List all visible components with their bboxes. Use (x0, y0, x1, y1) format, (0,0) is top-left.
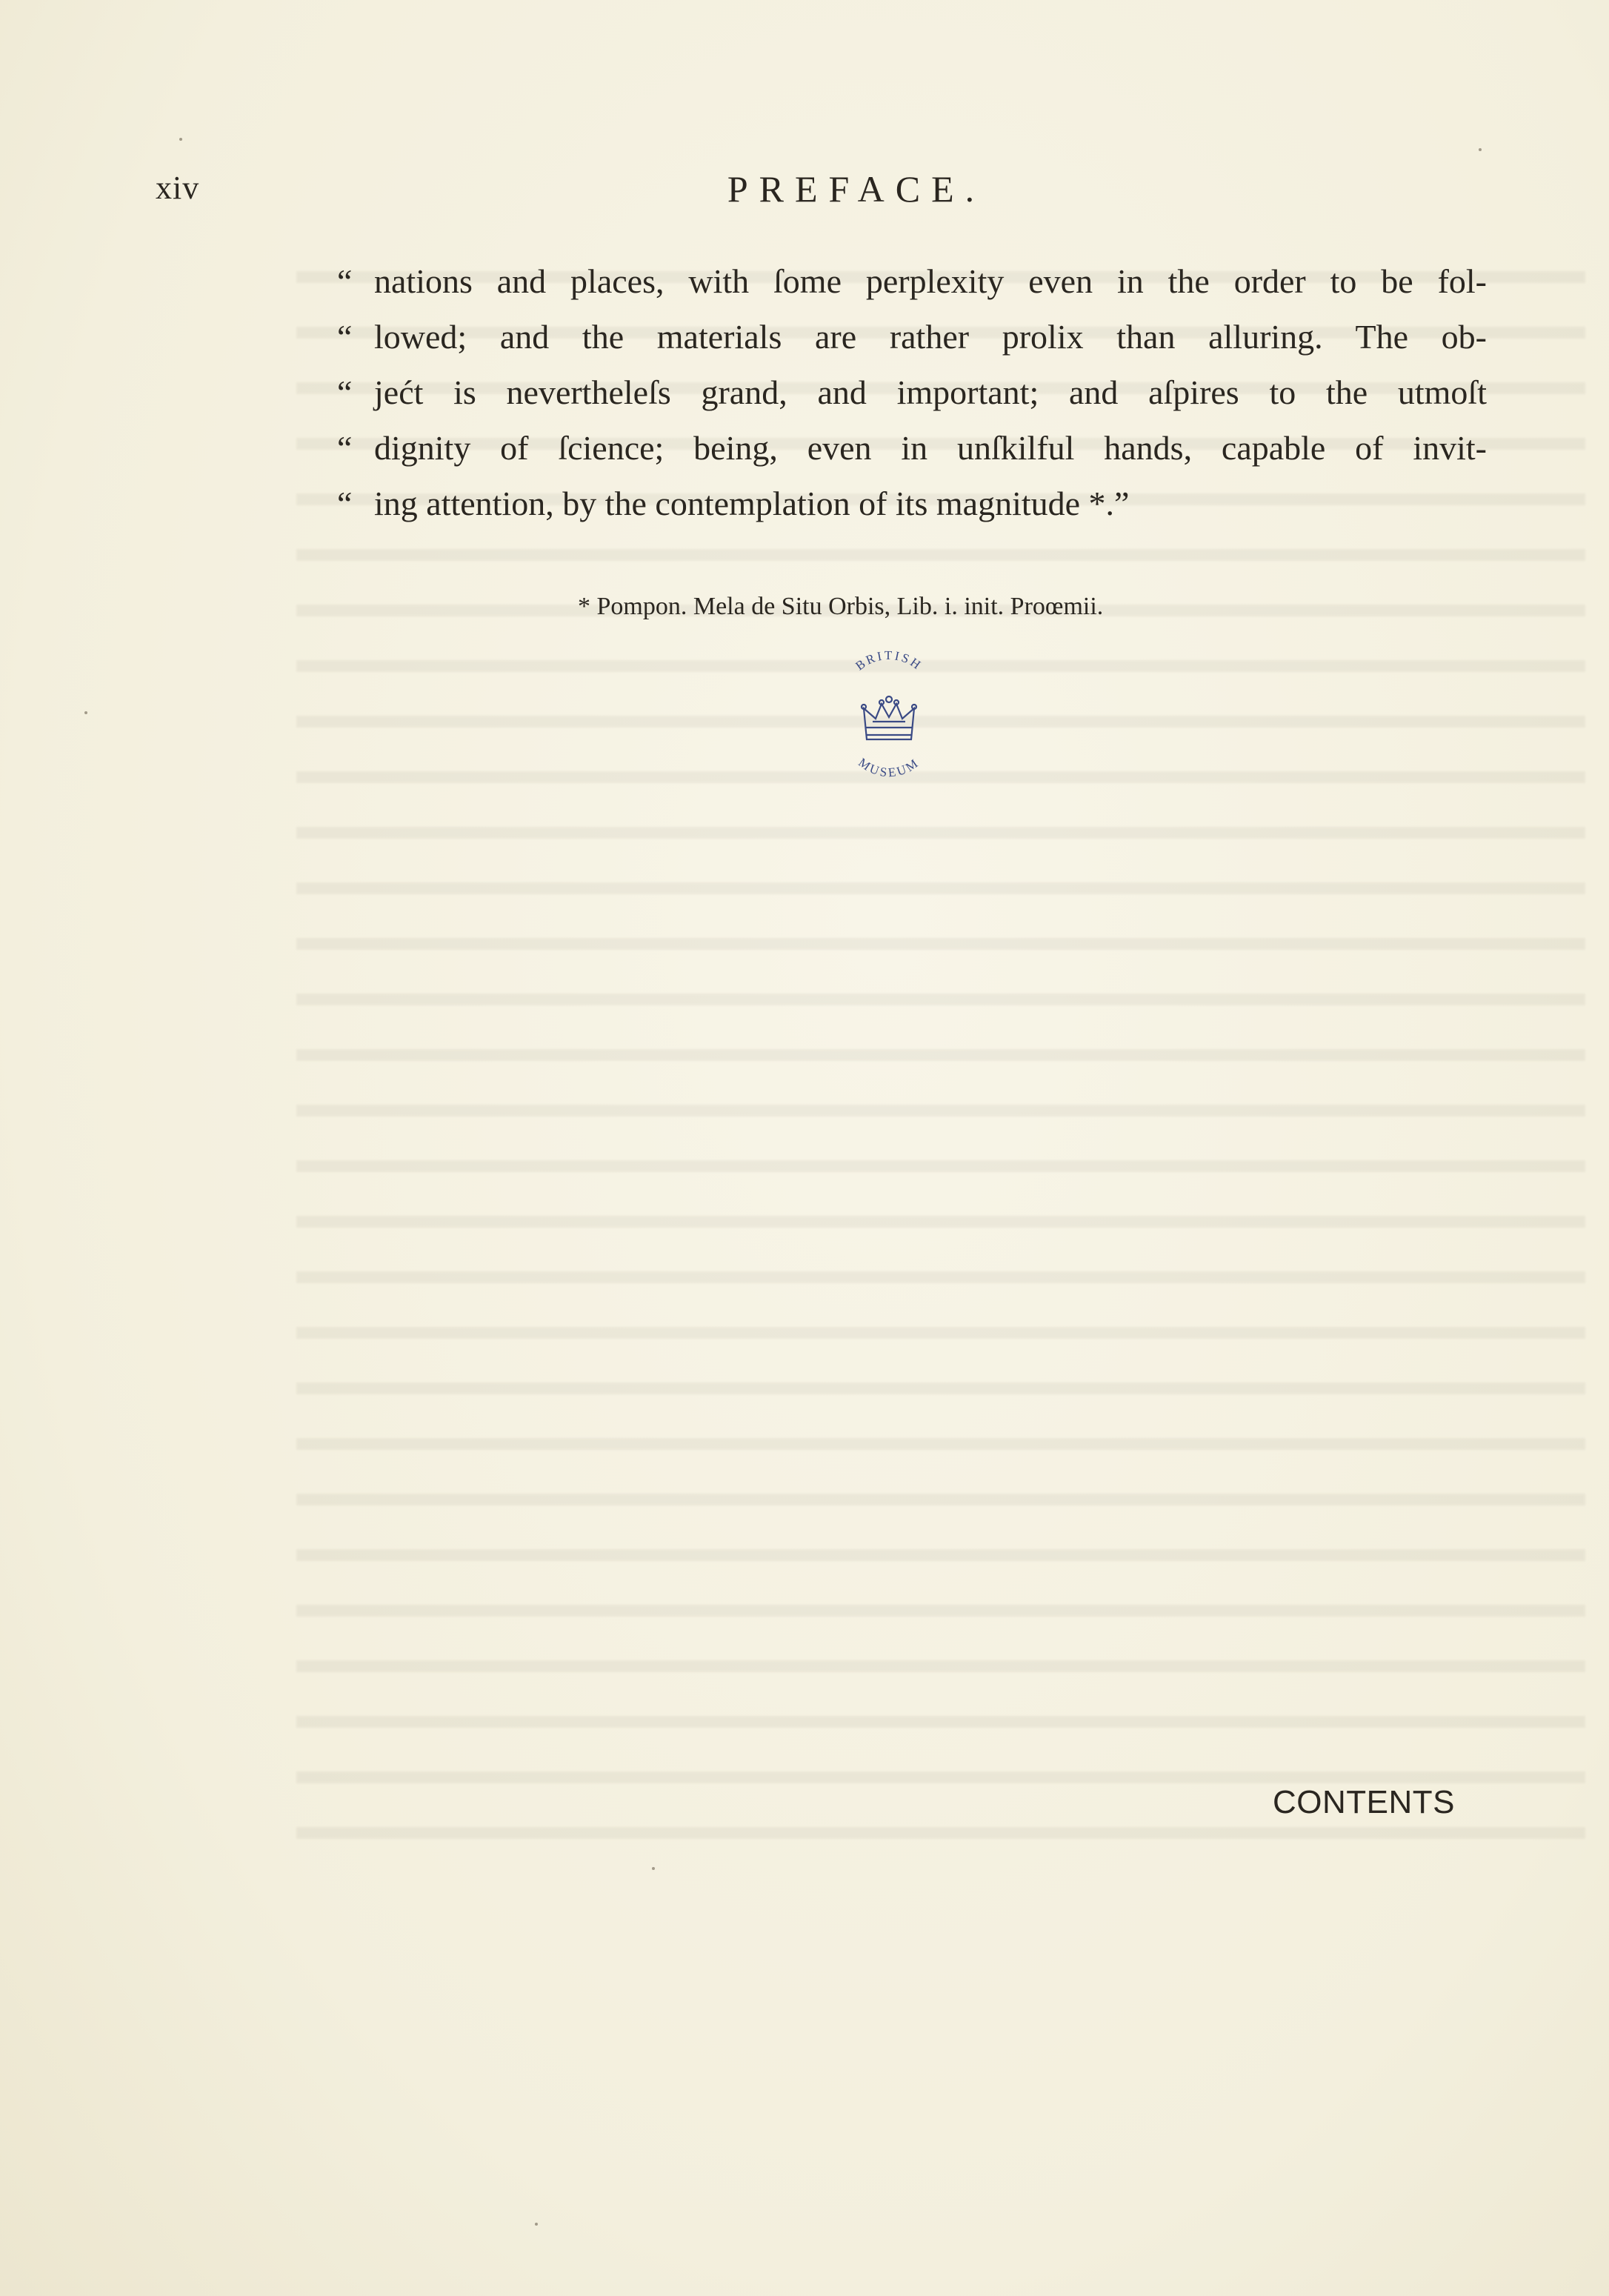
text-line (337, 420, 1487, 476)
text-line (337, 365, 1487, 420)
line-text: dignity of ſcience; being, even in unſkilful hands, capable of invit- (374, 429, 1487, 467)
ink-speck (652, 1867, 655, 1870)
running-title: PREFACE. (727, 168, 986, 210)
svg-text:BRITISH (853, 648, 925, 673)
text-line (337, 253, 1487, 309)
crown-icon (862, 696, 916, 739)
line-text: nations and places, with ſome perplexity even in the order to be fol- (374, 262, 1487, 300)
quote-mark: “ (337, 262, 353, 300)
quote-mark: “ (337, 485, 353, 522)
quote-mark: “ (337, 429, 353, 467)
text-line (337, 309, 1487, 365)
catchword: CONTENTS (1273, 1784, 1455, 1820)
stamp-top-text: BRITISH (853, 648, 925, 673)
stamp-graphic (830, 645, 948, 778)
page-number: xiv (156, 170, 200, 206)
svg-text:MUSEUM (856, 755, 922, 778)
ink-speck (535, 2223, 538, 2226)
line-text: lowed; and the materials are rather prolix than alluring. The ob- (374, 318, 1487, 356)
stamp-bottom-text: MUSEUM (856, 755, 922, 778)
line-text: jećt is neverthelеſs grand, and important; and aſpires to the utmoſt (374, 373, 1487, 411)
quote-mark: “ (337, 318, 353, 356)
text-line (337, 476, 1487, 531)
line-text: ing attention, by the contemplation of its magnitude *.” (374, 485, 1130, 522)
footnote: * Pompon. Mela de Situ Orbis, Lib. i. init. Proœmii. (578, 593, 1104, 620)
preface-body (337, 253, 1487, 531)
british-museum-stamp (830, 645, 948, 778)
ink-speck (84, 711, 87, 714)
ink-speck (179, 138, 182, 141)
ink-speck (1479, 148, 1482, 151)
quote-mark: “ (337, 373, 353, 411)
